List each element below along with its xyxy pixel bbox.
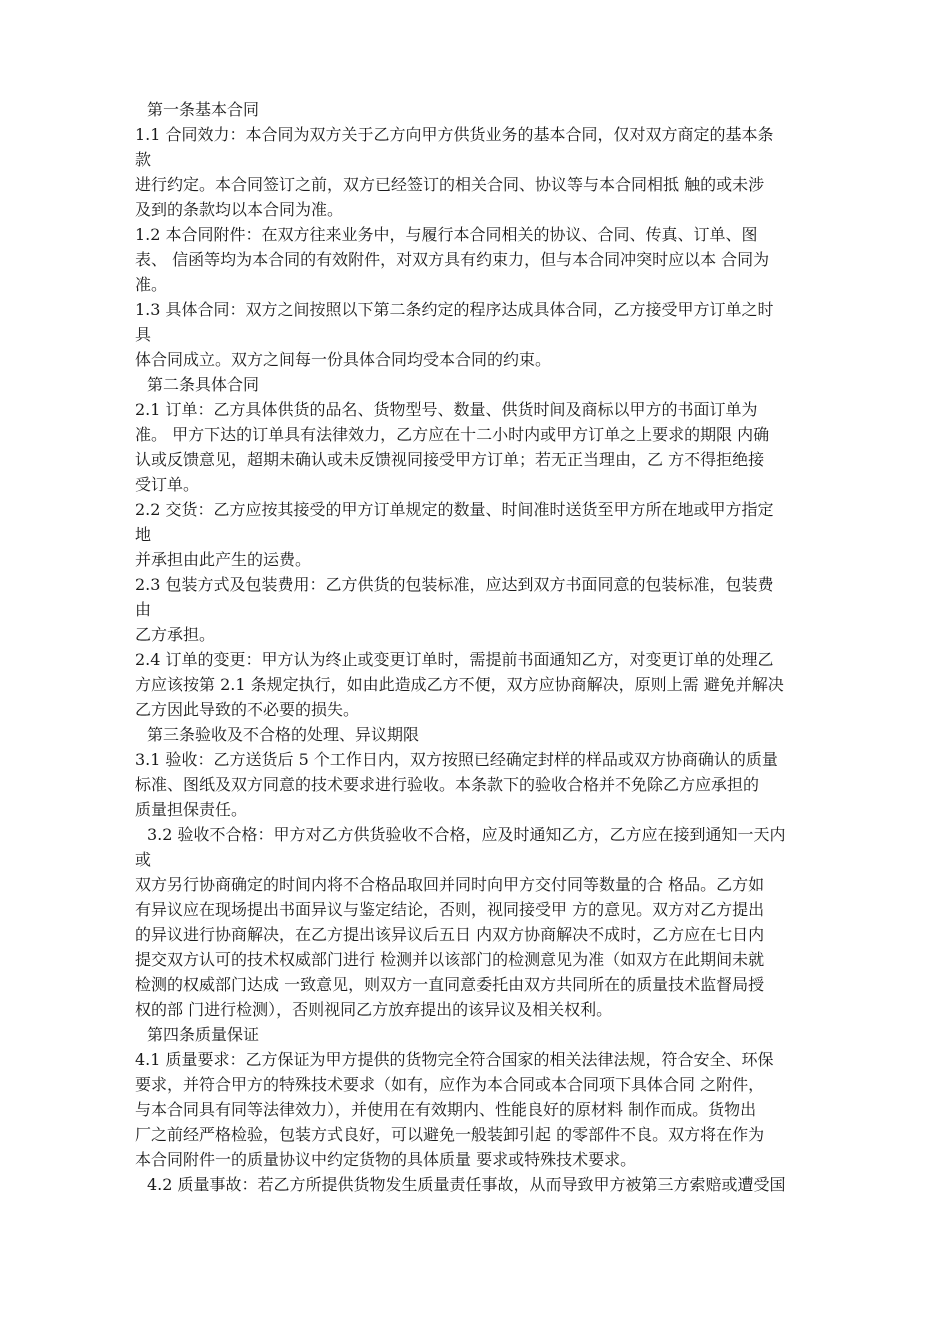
text-line: 权的部 门进行检测），否则视同乙方放弃提出的该异议及相关权利。 — [135, 1000, 613, 1019]
text-line: 与本合同具有同等法律效力），并使用在有效期内、性能良好的原材料 制作而成。货物出 — [135, 1100, 757, 1119]
text-line: 表、 信函等均为本合同的有效附件，对双方具有约束力，但与本合同冲突时应以本 合同为 — [135, 250, 770, 269]
text-line: 2.1 订单：乙方具体供货的品名、货物型号、数量、供货时间及商标以甲方的书面订单为 — [135, 400, 758, 419]
text-line: 具 — [135, 325, 152, 344]
text-line: 1.2 本合同附件：在双方往来业务中，与履行本合同相关的协议、合同、传真、订单、图 — [135, 225, 758, 244]
text-line: 乙方因此导致的不必要的损失。 — [135, 700, 360, 719]
text-line: 或 — [135, 850, 152, 869]
text-line: 要求，并符合甲方的特殊技术要求（如有，应作为本合同或本合同项下具体合同 之附件， — [135, 1075, 765, 1094]
text-line: 2.2 交货：乙方应按其接受的甲方订单规定的数量、时间准时送货至甲方所在地或甲方指定 — [135, 500, 774, 519]
text-line: 标准、图纸及双方同意的技术要求进行验收。本条款下的验收合格并不免除乙方应承担的 — [135, 775, 760, 794]
text-line: 的异议进行协商解决，在乙方提出该异议后五日 内双方协商解决不成时，乙方应在七日内 — [135, 925, 765, 944]
text-line: 准。 — [135, 275, 168, 294]
text-line: 由 — [135, 600, 152, 619]
text-line: 提交双方认可的技术权威部门进行 检测并以该部门的检测意见为准（如双方在此期间未就 — [135, 950, 765, 969]
text-line: 1.1 合同效力：本合同为双方关于乙方向甲方供货业务的基本合同，仅对双方商定的基本条 — [135, 125, 774, 144]
section-heading: 第三条验收及不合格的处理、异议期限 — [147, 725, 420, 744]
section-heading: 第二条具体合同 — [147, 375, 260, 394]
text-line: 4.1 质量要求：乙方保证为甲方提供的货物完全符合国家的相关法律法规，符合安全、环保 — [135, 1050, 774, 1069]
text-line: 方应该按第 2.1 条规定执行，如由此造成乙方不便，双方应协商解决，原则上需 避免并解决 — [135, 675, 784, 694]
text-line: 款 — [135, 150, 152, 169]
text-line: 准。 甲方下达的订单具有法律效力，乙方应在十二小时内或甲方订单之上要求的期限 内确 — [135, 425, 770, 444]
text-line: 乙方承担。 — [135, 625, 216, 644]
text-line: 4.2 质量事故：若乙方所提供货物发生质量责任事故，从而导致甲方被第三方索赔或遭受国 — [147, 1175, 786, 1194]
section-heading: 第一条基本合同 — [147, 100, 260, 119]
text-line: 地 — [135, 525, 152, 544]
text-line: 本合同附件一的质量协议中约定货物的具体质量 要求或特殊技术要求。 — [135, 1150, 637, 1169]
text-line: 厂之前经严格检验，包装方式良好，可以避免一般装卸引起 的零部件不良。双方将在作为 — [135, 1125, 765, 1144]
text-line: 体合同成立。双方之间每一份具体合同均受本合同的约束。 — [135, 350, 552, 369]
text-line: 双方另行协商确定的时间内将不合格品取回并同时向甲方交付同等数量的合 格品。乙方如 — [135, 875, 765, 894]
text-line: 认或反馈意见，超期未确认或未反馈视同接受甲方订单；若无正当理由，乙 方不得拒绝接 — [135, 450, 765, 469]
text-line: 及到的条款均以本合同为准。 — [135, 200, 344, 219]
text-line: 质量担保责任。 — [135, 800, 248, 819]
text-line: 并承担由此产生的运费。 — [135, 550, 312, 569]
text-line: 检测的权威部门达成 一致意见，则双方一直同意委托由双方共同所在的质量技术监督局授 — [135, 975, 765, 994]
text-line: 2.3 包装方式及包装费用：乙方供货的包装标准，应达到双方书面同意的包装标准，包装费 — [135, 575, 774, 594]
section-heading: 第四条质量保证 — [147, 1025, 260, 1044]
text-line: 受订单。 — [135, 475, 200, 494]
text-line: 2.4 订单的变更：甲方认为终止或变更订单时，需提前书面通知乙方，对变更订单的处理乙 — [135, 650, 774, 669]
text-line: 进行约定。本合同签订之前，双方已经签订的相关合同、协议等与本合同相抵 触的或未涉 — [135, 175, 765, 194]
text-line: 3.2 验收不合格：甲方对乙方供货验收不合格，应及时通知乙方，乙方应在接到通知一天内 — [147, 825, 786, 844]
text-line: 1.3 具体合同：双方之间按照以下第二条约定的程序达成具体合同，乙方接受甲方订单之时 — [135, 300, 774, 319]
text-line: 3.1 验收：乙方送货后 5 个工作日内，双方按照已经确定封样的样品或双方协商确认的质量 — [135, 750, 778, 769]
text-line: 有异议应在现场提出书面异议与鉴定结论，否则，视同接受甲 方的意见。双方对乙方提出 — [135, 900, 765, 919]
